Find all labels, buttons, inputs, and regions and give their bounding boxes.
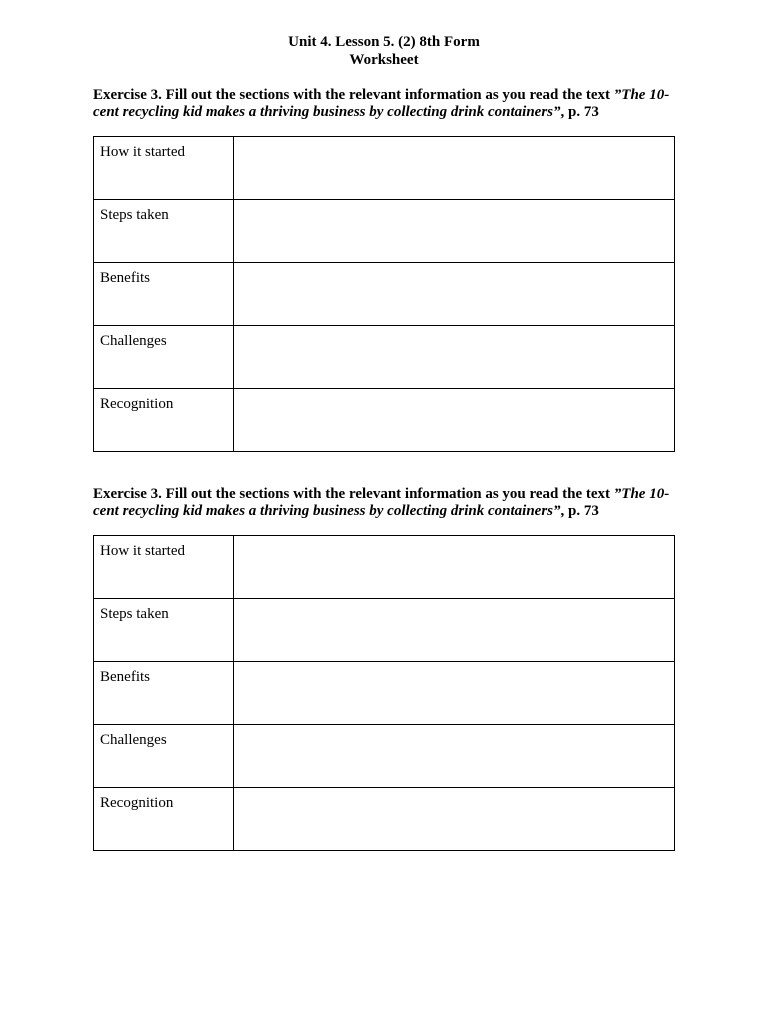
- text-title: ”The 10-cent recycling kid makes a thriving business by collecting drink containers”: [93, 486, 670, 519]
- table-row: [94, 599, 675, 662]
- worksheet-table: [93, 136, 675, 452]
- table-row: [94, 725, 675, 788]
- exercise-section: [93, 486, 674, 851]
- row-label: Recognition: [94, 389, 234, 452]
- table-row: [94, 137, 675, 200]
- row-label: Benefits: [94, 662, 234, 725]
- row-label: Challenges: [94, 326, 234, 389]
- exercise-section: [93, 87, 674, 452]
- answer-cell[interactable]: [234, 599, 675, 662]
- row-label: Recognition: [94, 788, 234, 851]
- answer-cell[interactable]: [234, 389, 675, 452]
- page-header: [0, 33, 768, 69]
- instruction-text: Exercise 3. Fill out the sections with the relevant information as you read the text: [93, 486, 614, 502]
- answer-cell[interactable]: [234, 788, 675, 851]
- table-row: [94, 788, 675, 851]
- page-title: Unit 4. Lesson 5. (2) 8th Form: [288, 34, 480, 50]
- answer-cell[interactable]: [234, 137, 675, 200]
- answer-cell[interactable]: [234, 200, 675, 263]
- table-row: [94, 326, 675, 389]
- row-label: How it started: [94, 137, 234, 200]
- page-reference: , p. 73: [560, 503, 599, 519]
- answer-cell[interactable]: [234, 326, 675, 389]
- table-row: [94, 200, 675, 263]
- table-row: [94, 389, 675, 452]
- answer-cell[interactable]: [234, 662, 675, 725]
- page-reference: , p. 73: [560, 104, 599, 120]
- table-row: [94, 536, 675, 599]
- exercise-instructions: [93, 486, 674, 520]
- row-label: Steps taken: [94, 599, 234, 662]
- table-row: [94, 263, 675, 326]
- row-label: Challenges: [94, 725, 234, 788]
- text-title: ”The 10-cent recycling kid makes a thriving business by collecting drink containers”: [93, 87, 670, 120]
- exercise-instructions: [93, 87, 674, 121]
- worksheet-table: [93, 535, 675, 851]
- answer-cell[interactable]: [234, 725, 675, 788]
- answer-cell[interactable]: [234, 536, 675, 599]
- row-label: Benefits: [94, 263, 234, 326]
- row-label: Steps taken: [94, 200, 234, 263]
- instruction-text: Exercise 3. Fill out the sections with the relevant information as you read the text: [93, 87, 614, 103]
- page-subtitle: Worksheet: [349, 52, 419, 68]
- row-label: How it started: [94, 536, 234, 599]
- answer-cell[interactable]: [234, 263, 675, 326]
- table-row: [94, 662, 675, 725]
